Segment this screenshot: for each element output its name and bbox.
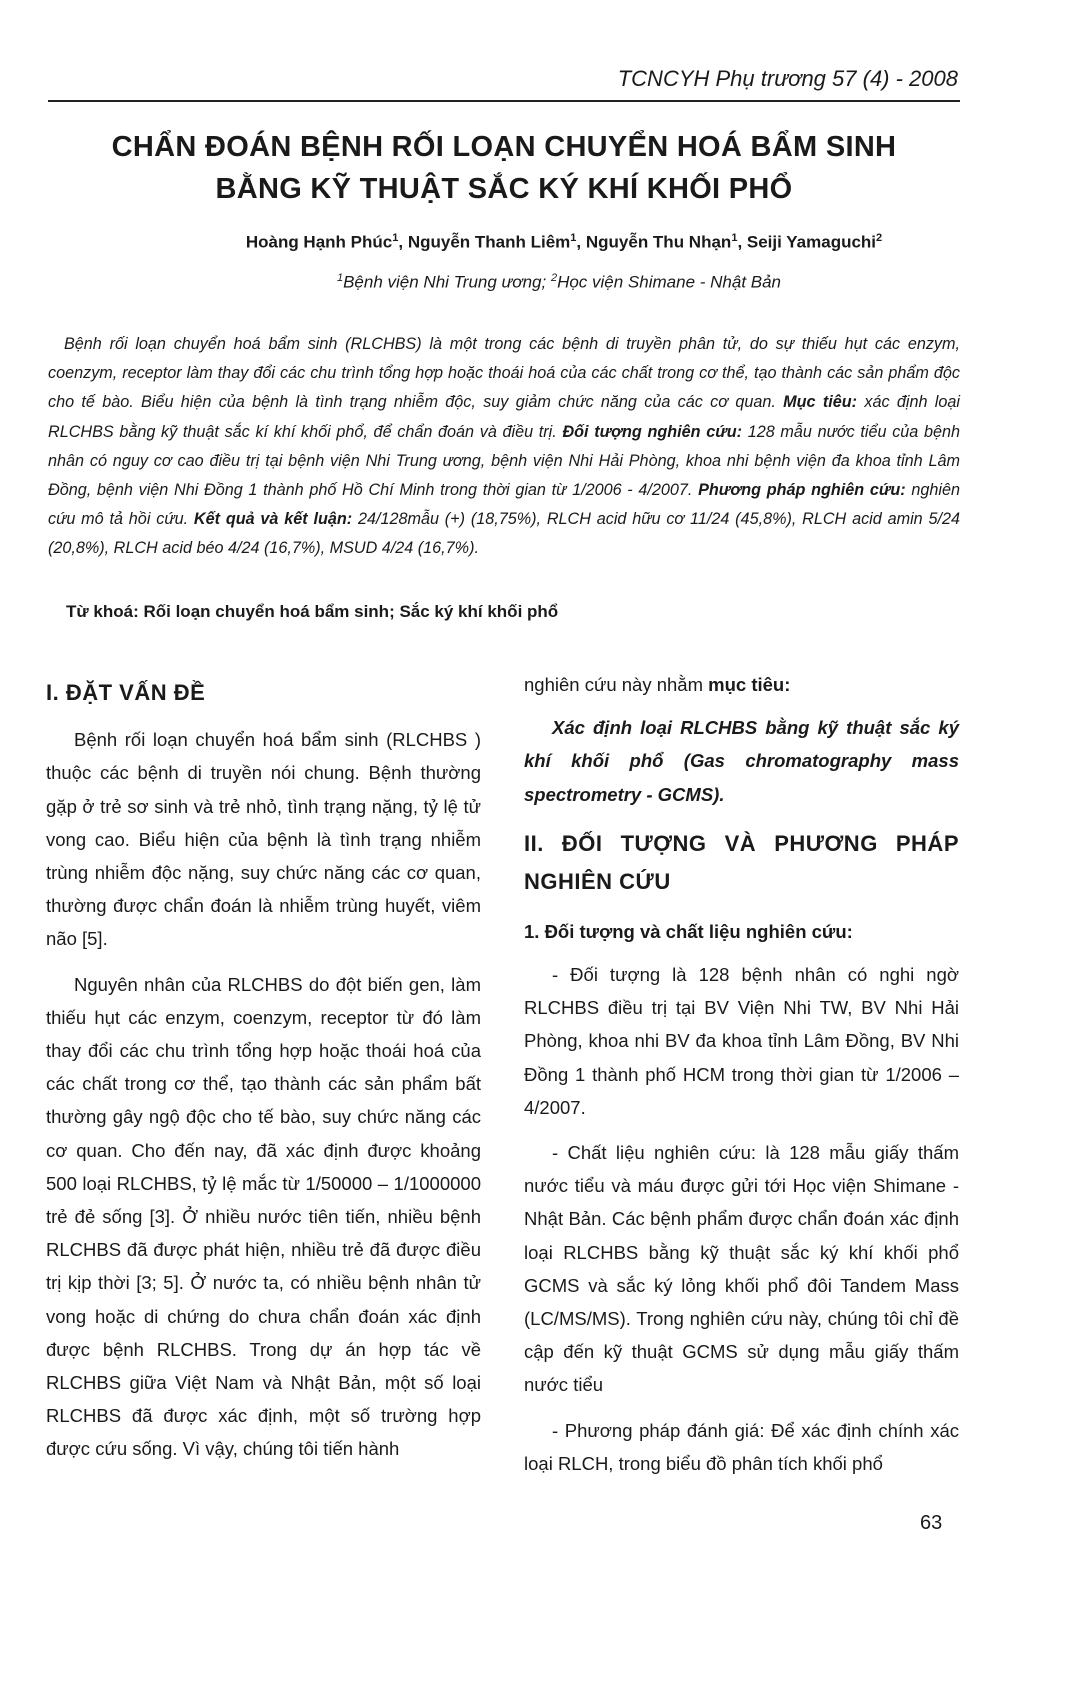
abstract-text: xác định loại RLCHBS bằng kỹ thuật sắc kí khí khối phổ, để chẩn đoán và điều trị. <box>48 393 960 441</box>
affiliation-mark: 1 <box>336 272 344 284</box>
keywords: Từ khoá: Rối loạn chuyển hoá bẩm sinh; Sắc ký khí khối phổ <box>66 602 559 621</box>
title-line-1: CHẨN ĐOÁN BỆNH RỐI LOẠN CHUYỂN HOÁ BẨM SINH <box>111 131 897 163</box>
paragraph: Nguyên nhân của RLCHBS do đột biến gen, làm thiếu hụt các enzym, coenzym, receptor từ đó làm thay đổi các chu trình tổng hợp hoặc thoái hoá của các chất trong cơ thể, tạo thành các sản phẩm bất thường gây ngộ độc cho tế bào, suy chức năng các cơ quan. Cho đến nay, đã xác định được khoảng 500 loại RLCHBS, tỷ lệ mắc từ 1/50000 – 1/1000000 trẻ đẻ sống [3]. Ở nhiều nước tiên tiến, nhiều bệnh RLCHBS đã được phát hiện, nhiều trẻ đã được điều trị kịp thời [3; 5]. Ở nước ta, có nhiều bệnh nhân tử vong hoặc di chứng do chưa chẩn đoán xác định được bệnh RLCHBS. Trong dự án hợp tác về RLCHBS giữa Việt Nam và Nhật Bản, một số loại RLCHBS đã được xác định, một số trường hợp được cứu sống. Vì vậy, chúng tôi tiến hành <box>46 973 481 1460</box>
author: Seiji Yamaguchi <box>746 232 877 252</box>
author: Nguyễn Thanh Liêm <box>407 232 571 252</box>
study-aim: Xác định loại RLCHBS bằng kỹ thuật sắc ký khí khối phổ (Gas chromatography mass spectrometry - GCMS). <box>524 717 959 805</box>
section-heading: I. ĐẶT VẤN ĐỀ <box>46 680 206 705</box>
author: Hoàng Hạnh Phúc <box>245 232 393 252</box>
paper-title <box>48 126 960 210</box>
affiliation-mark: 1 <box>731 232 738 244</box>
left-column <box>46 668 481 1478</box>
affiliation-mark: 1 <box>570 232 577 244</box>
header-rule <box>48 100 960 102</box>
running-header: TCNCYH Phụ trương 57 (4) - 2008 <box>617 66 958 91</box>
affiliation: Học viện Shimane - Nhật Bản <box>557 272 782 292</box>
intro-line <box>524 668 959 701</box>
paragraph: Bệnh rối loạn chuyển hoá bẩm sinh (RLCHBS ) thuộc các bệnh di truyền nói chung. Bệnh thường gặp ở trẻ sơ sinh và trẻ nhỏ, tình trạng nặng, tỷ lệ tử vong cao. Biểu hiện của bệnh là tình trạng nhiễm trùng nhiễm độc nặng, suy chức năng các cơ quan, thường được chẩn đoán là nhiễm trùng huyết, viêm não [5]. <box>46 729 481 950</box>
title-line-2: BẰNG KỸ THUẬT SẮC KÝ KHÍ KHỐI PHỔ <box>215 173 793 205</box>
affiliation-mark: 2 <box>876 232 883 244</box>
intro-text: nghiên cứu này nhằm <box>524 674 709 695</box>
abstract-text: nghiên cứu mô tả hồi cứu. <box>48 481 961 529</box>
affiliation-mark: 1 <box>392 232 399 244</box>
page-number: 63 <box>920 1512 943 1534</box>
author: Nguyễn Thu Nhạn <box>585 232 732 252</box>
subsection-heading: 1. Đối tượng và chất liệu nghiên cứu: <box>524 920 853 942</box>
abstract-text: 24/128mẫu (+) (18,75%), RLCH acid hữu cơ 11/24 (45,8%), RLCH acid amin 5/24 (20,8%), RLCH acid béo 4/24 (16,7%), MSUD 4/24 (16,7%). <box>48 510 960 558</box>
abstract-text: Bệnh rối loạn chuyển hoá bẩm sinh (RLCHBS) là một trong các bệnh di truyền phân tử, do sự thiếu hụt các enzym, coenzym, receptor làm thay đổi các chu trình tổng hợp hoặc thoái hoá của các chất trong cơ thể, tạo thành các sản phẩm độc cho tế bào. Biểu hiện của bệnh là tình trạng nhiễm độc, suy giảm chức năng của các cơ quan. <box>48 335 960 412</box>
abstract <box>48 330 960 564</box>
affiliation-mark: 2 <box>550 272 558 284</box>
affiliation: Bệnh viện Nhi Trung ương; <box>343 272 551 292</box>
paragraph: - Chất liệu nghiên cứu: là 128 mẫu giấy thấm nước tiểu và máu được gửi tới Học viện Shimane - Nhật Bản. Các bệnh phẩm được chẩn đoán xác định loại RLCHBS bằng kỹ thuật sắc ký khí khối phổ GCMS và sắc ký lỏng khối phổ đôi Tandem Mass (LC/MS/MS). Trong nghiên cứu này, chúng tôi chỉ đề cập đến kỹ thuật GCMS sử dụng mẫu giấy thấm nước tiểu <box>524 1142 959 1396</box>
abstract-text: 128 mẫu nước tiểu của bệnh nhân có nguy cơ cao điều trị tại bệnh viện Nhi Trung ương, bệnh viện Nhi Hải Phòng, khoa nhi bệnh viện đa khoa tỉnh Lâm Đồng, bệnh viện Nhi Đồng 1 thành phố Hồ Chí Minh trong thời gian từ 1/2006 - 4/2007. <box>48 422 960 500</box>
section-heading: II. ĐỐI TƯỢNG VÀ PHƯƠNG PHÁP NGHIÊN CỨU <box>524 830 959 894</box>
author-list: Hoàng Hạnh Phúc$^1$, Nguyễn Thanh Liêm$^1$, Nguyễn Thu Nhạn$^1$, Seiji Yamaguchi$^2$ <box>245 232 883 252</box>
abstract-label: Kết quả và kết luận: <box>193 510 353 529</box>
abstract-label: Đối tượng nghiên cứu: <box>562 422 743 441</box>
paragraph: - Đối tượng là 128 bệnh nhân có nghi ngờ RLCHBS điều trị tại BV Viện Nhi TW, BV Nhi Hải Phòng, khoa nhi BV đa khoa tỉnh Lâm Đồng, BV Nhi Đồng 1 thành phố HCM trong thời gian từ 1/2006 – 4/2007. <box>524 964 959 1118</box>
right-column <box>524 668 959 1492</box>
affiliations <box>48 272 960 293</box>
abstract-label: Phương pháp nghiên cứu: <box>698 481 906 500</box>
intro-bold: mục tiêu: <box>708 674 791 695</box>
paragraph: - Phương pháp đánh giá: Để xác định chính xác loại RLCH, trong biểu đồ phân tích khối phổ <box>524 1419 959 1474</box>
abstract-label: Mục tiêu: <box>783 393 858 412</box>
